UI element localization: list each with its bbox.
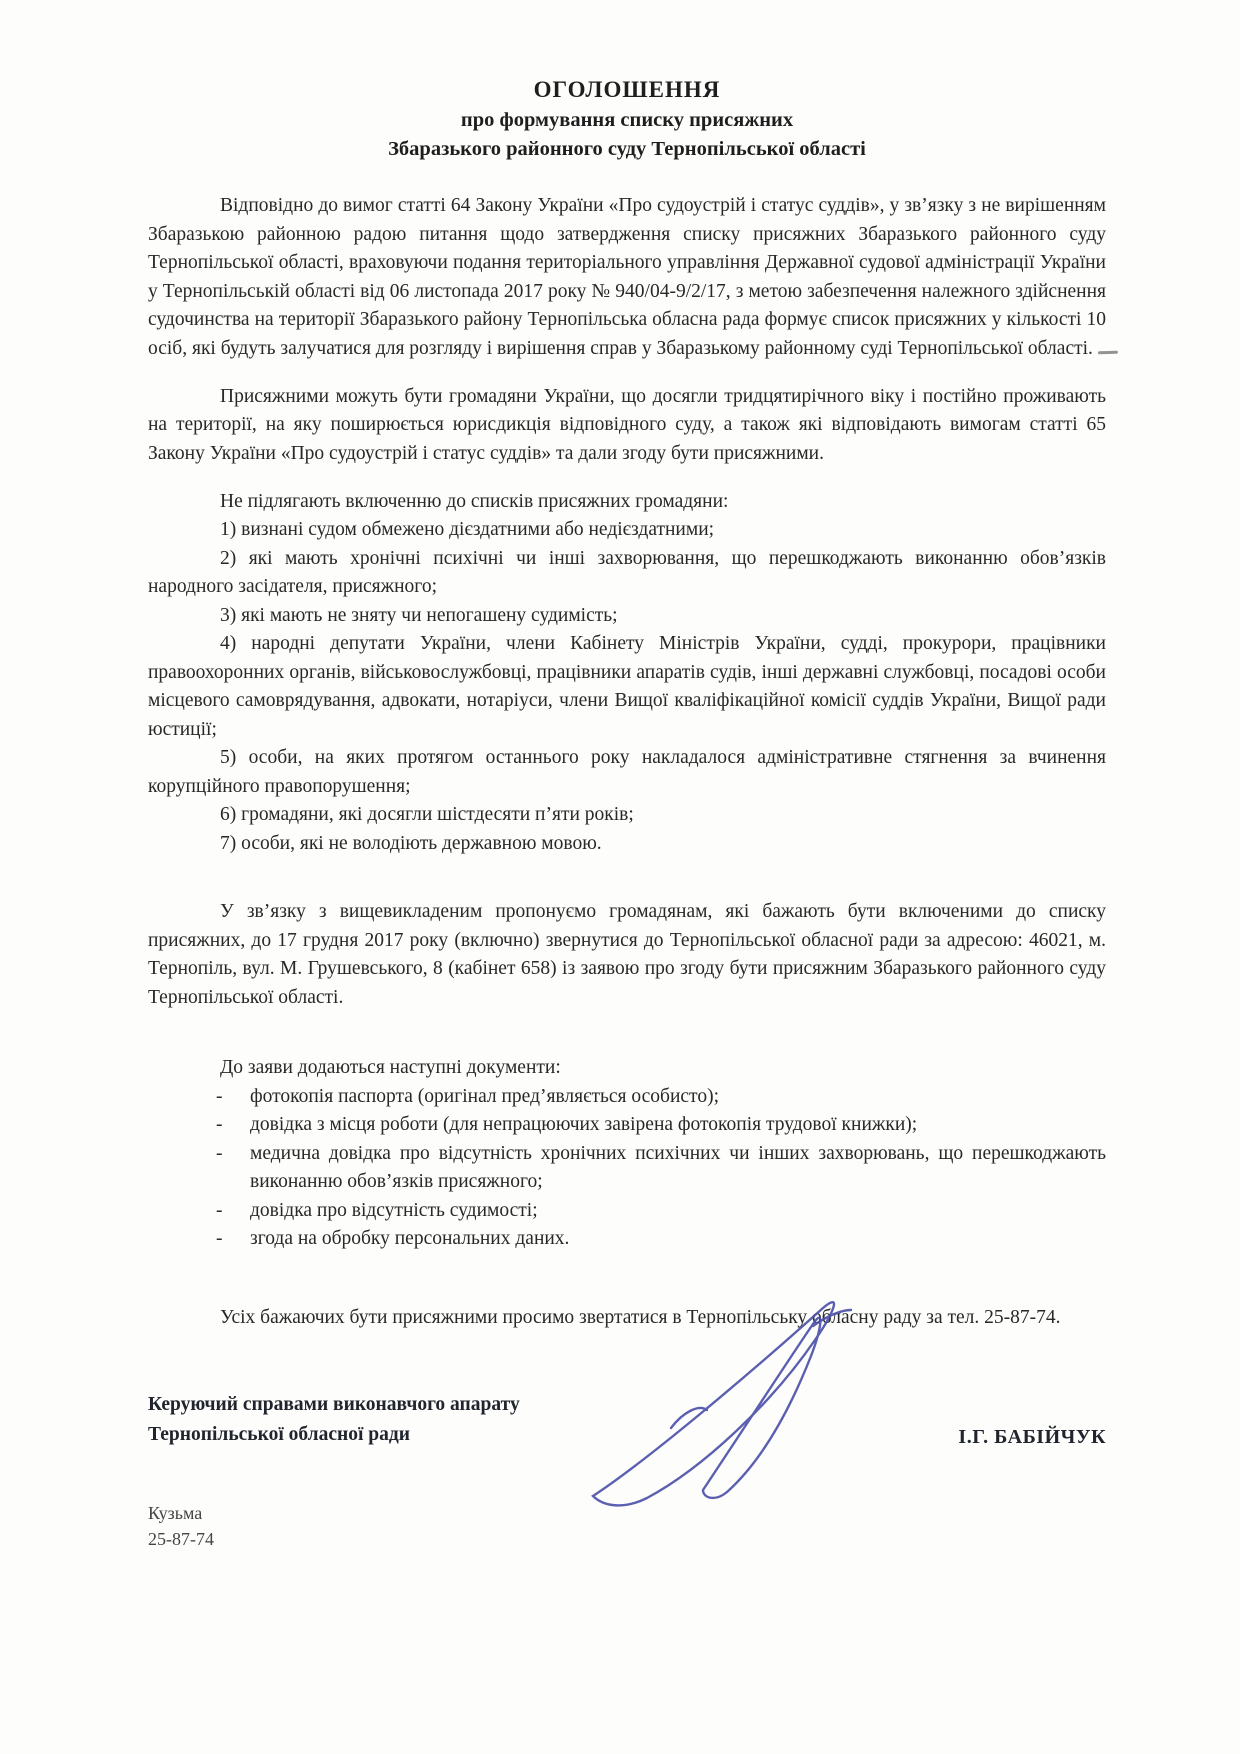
- paragraph-application-info: У зв’язку з вищевикладеним пропонуємо громадянам, які бажають бути включеними до списку присяжних, до 17 грудня 2017 року (включно) звернутися до Тернопільської обласної ради за адресою: 46021, м. Тернопіль, вул. М. Грушевського, 8 (кабінет 658) із заявою про згоду бути присяжним Збаразького районного суду Тернопільської області.: [148, 901, 1106, 1008]
- signer-position: [148, 1390, 520, 1450]
- restriction-item-6: 6) громадяни, які досягли шістдесяти п’яти років;: [220, 804, 634, 825]
- signer-name: І.Г. БАБІЙЧУК: [958, 1426, 1106, 1448]
- documents-list: [148, 1083, 1106, 1254]
- restrictions-section: [148, 488, 1106, 859]
- document-item-personal-data-consent: - згода на обробку персональних даних.: [214, 1225, 1106, 1254]
- restriction-item-2: 2) які мають хронічні психічні чи інші захворювання, що перешкоджають виконанню обов’язків народного засідателя, присяжного;: [148, 547, 1106, 597]
- restriction-item-4: 4) народні депутати України, члени Кабінету Міністрів України, судді, прокурори, працівники правоохоронних органів, військовослужбовці, працівники апаратів судів, інші державні службовці, посадові особи місцевого самоврядування, адвокати, нотаріуси, члени Вищої кваліфікаційної комісії суддів України, Вищої ради юстиції;: [148, 633, 1106, 740]
- paragraph-legal-basis: Відповідно до вимог статті 64 Закону України «Про судоустрій і статус суддів», у зв’язку з не вирішенням Збаразькою районною радою питання щодо затвердження списку присяжних Збаразького районного суду Тернопільської області, враховуючи подання територіального управління Державної судової адміністрації України у Тернопільській області від 06 листопада 2017 року № 940/04-9/2/17, з метою забезпечення належного здійснення судочинства на території Збаразького району Тернопільська обласна рада формує список присяжних у кількості 10 осіб, які будуть залучатися для розгляду і вирішення справ у Збаразькому районному суді Тернопільської області.: [148, 195, 1106, 359]
- document-content: [148, 0, 1106, 1552]
- restriction-item-5: 5) особи, на яких протягом останнього року накладалося адміністративне стягнення за вчинення корупційного правопорушення;: [148, 747, 1106, 797]
- document-item-criminal-record: - довідка про відсутність судимості;: [214, 1197, 1106, 1226]
- executor-phone: 25-87-74: [148, 1529, 214, 1549]
- document-item-passport: - фотокопія паспорта (оригінал пред’являється особисто);: [214, 1083, 1106, 1112]
- document-title: ОГОЛОШЕННЯ: [533, 77, 721, 102]
- restrictions-intro: Не підлягають включенню до списків присяжних громадяни:: [220, 490, 729, 512]
- signer-position-line-2: Тернопільської обласної ради: [148, 1424, 410, 1445]
- documents-intro: До заяви додаються наступні документи:: [220, 1057, 561, 1078]
- scan-artifact-dash: [1098, 351, 1118, 355]
- document-title-block: [148, 74, 1106, 164]
- restriction-item-1: 1) визнані судом обмежено дієздатними або недієздатними;: [220, 519, 715, 540]
- executor-footer: [148, 1500, 1106, 1552]
- signer-position-line-1: Керуючий справами виконавчого апарату: [148, 1394, 520, 1415]
- signature-block: [148, 1390, 1106, 1450]
- document-item-work-certificate: - довідка з місця роботи (для непрацюючих завірена фотокопія трудової книжки);: [214, 1111, 1106, 1140]
- executor-name: Кузьма: [148, 1503, 203, 1523]
- document-subtitle-1: про формування списку присяжних: [460, 109, 794, 131]
- paragraph-contact: Усіх бажаючих бути присяжними просимо звертатися в Тернопільську обласну раду за тел. 25-87-74.: [220, 1306, 1061, 1328]
- restriction-item-3: 3) які мають не зняту чи непогашену судимість;: [220, 604, 618, 626]
- paragraph-eligibility: Присяжними можуть бути громадяни України, що досягли тридцятирічного віку і постійно проживають на території, на яку поширюється юрисдикція відповідного суду, а також які відповідають вимогам статті 65 Закону України «Про судоустрій і статус суддів» та дали згоду бути присяжними.: [148, 385, 1106, 464]
- document-item-medical-certificate: - медична довідка про відсутність хронічних психічних чи інших захворювань, що перешкоджають виконанню обов’язків присяжного;: [214, 1140, 1106, 1197]
- document-subtitle-2: Збаразького районного суду Тернопільської області: [388, 138, 866, 160]
- restriction-item-7: 7) особи, які не володіють державною мовою.: [220, 832, 602, 854]
